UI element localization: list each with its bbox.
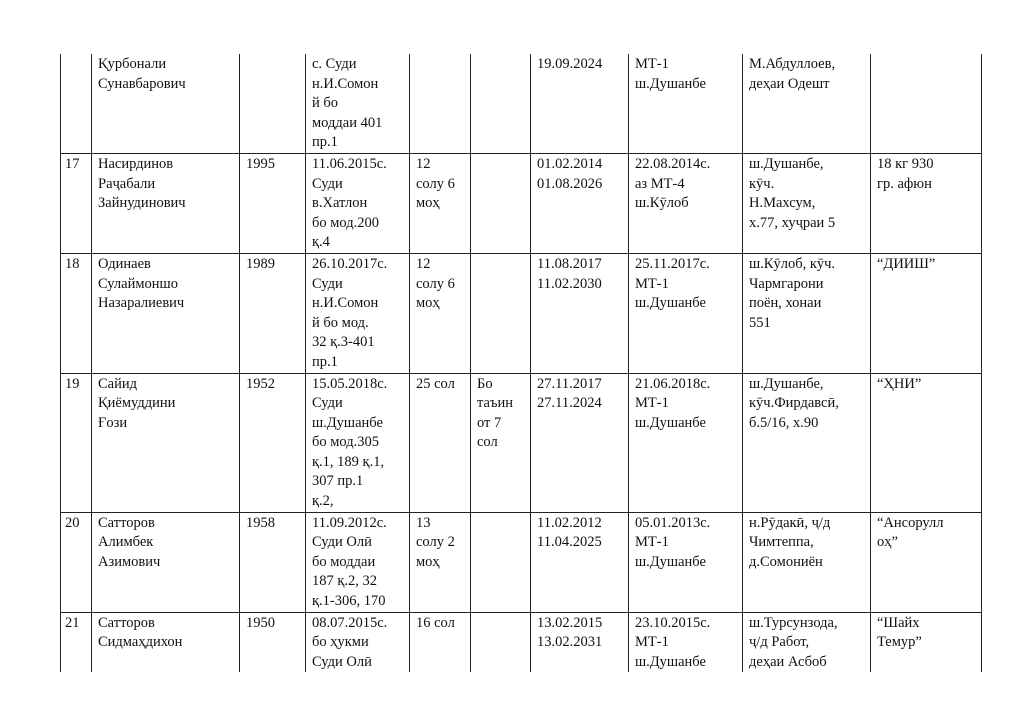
court-sentence: с. Суди н.И.Сомон й бо моддаи 401 пр.1 bbox=[306, 54, 410, 153]
table-row bbox=[61, 373, 982, 512]
court-sentence: 26.10.2017с. Суди н.И.Сомон й бо мод. 32 қ.3-401 пр.1 bbox=[306, 253, 410, 373]
home-address: ш.Душанбе, кӯч.Фирдавсӣ, б.5/16, х.90 bbox=[743, 373, 871, 512]
home-address: ш.Душанбе, кӯч. Н.Махсум, х.77, хуҷраи 5 bbox=[743, 153, 871, 253]
table-row bbox=[61, 153, 982, 253]
row-number: 18 bbox=[61, 253, 92, 373]
term-dates: 27.11.2017 27.11.2024 bbox=[531, 373, 629, 512]
row-number bbox=[61, 54, 92, 153]
row-number: 17 bbox=[61, 153, 92, 253]
full-name: Сатторов Сидмаҳдихон bbox=[92, 612, 240, 672]
additional-term bbox=[471, 153, 531, 253]
birth-year: 1995 bbox=[240, 153, 306, 253]
sentence-term: 12 солу 6 моҳ bbox=[410, 153, 471, 253]
organization: “ҲНИ” bbox=[871, 373, 982, 512]
organization: “Шайх Темур” bbox=[871, 612, 982, 672]
additional-term: Бо таъин от 7 сол bbox=[471, 373, 531, 512]
birth-year: 1958 bbox=[240, 512, 306, 612]
sentence-term: 25 сол bbox=[410, 373, 471, 512]
arrival-info: 05.01.2013с. МТ-1 ш.Душанбе bbox=[629, 512, 743, 612]
court-sentence: 11.09.2012с. Суди Олӣ бо моддаи 187 қ.2, 32 қ.1-306, 170 bbox=[306, 512, 410, 612]
arrival-info: МТ-1 ш.Душанбе bbox=[629, 54, 743, 153]
sentence-term: 13 солу 2 моҳ bbox=[410, 512, 471, 612]
sentence-term: 12 солу 6 моҳ bbox=[410, 253, 471, 373]
arrival-info: 25.11.2017с. МТ-1 ш.Душанбе bbox=[629, 253, 743, 373]
additional-term bbox=[471, 54, 531, 153]
court-sentence: 15.05.2018с. Суди ш.Душанбе бо мод.305 қ.1, 189 қ.1, 307 пр.1 қ.2, bbox=[306, 373, 410, 512]
term-dates: 19.09.2024 bbox=[531, 54, 629, 153]
full-name: Қурбонали Сунавбарович bbox=[92, 54, 240, 153]
home-address: ш.Кӯлоб, кӯч. Чармгарони поён, хонаи 551 bbox=[743, 253, 871, 373]
arrival-info: 23.10.2015с. МТ-1 ш.Душанбе bbox=[629, 612, 743, 672]
full-name: Сатторов Алимбек Азимович bbox=[92, 512, 240, 612]
additional-term bbox=[471, 253, 531, 373]
full-name: Сайид Қиёмуддини Ғози bbox=[92, 373, 240, 512]
sentence-term bbox=[410, 54, 471, 153]
home-address: ш.Турсунзода, ҷ/д Работ, деҳаи Асбоб bbox=[743, 612, 871, 672]
term-dates: 13.02.2015 13.02.2031 bbox=[531, 612, 629, 672]
home-address: М.Абдуллоев, деҳаи Одешт bbox=[743, 54, 871, 153]
organization: 18 кг 930 гр. афюн bbox=[871, 153, 982, 253]
full-name: Одинаев Сулаймоншо Назаралиевич bbox=[92, 253, 240, 373]
organization: “Ансорулл оҳ” bbox=[871, 512, 982, 612]
court-sentence: 11.06.2015с. Суди в.Хатлон бо мод.200 қ.4 bbox=[306, 153, 410, 253]
birth-year: 1989 bbox=[240, 253, 306, 373]
court-sentence: 08.07.2015с. бо ҳукми Суди Олӣ bbox=[306, 612, 410, 672]
birth-year bbox=[240, 54, 306, 153]
term-dates: 01.02.2014 01.08.2026 bbox=[531, 153, 629, 253]
table-row bbox=[61, 612, 982, 672]
organization: “ДИИШ” bbox=[871, 253, 982, 373]
additional-term bbox=[471, 612, 531, 672]
arrival-info: 22.08.2014с. аз МТ-4 ш.Кӯлоб bbox=[629, 153, 743, 253]
term-dates: 11.02.2012 11.04.2025 bbox=[531, 512, 629, 612]
row-number: 21 bbox=[61, 612, 92, 672]
additional-term bbox=[471, 512, 531, 612]
organization bbox=[871, 54, 982, 153]
term-dates: 11.08.2017 11.02.2030 bbox=[531, 253, 629, 373]
table-row bbox=[61, 253, 982, 373]
arrival-info: 21.06.2018с. МТ-1 ш.Душанбе bbox=[629, 373, 743, 512]
table-row bbox=[61, 54, 982, 153]
full-name: Насирдинов Раҷабали Зайнудинович bbox=[92, 153, 240, 253]
birth-year: 1952 bbox=[240, 373, 306, 512]
home-address: н.Рӯдакӣ, ҷ/д Чимтеппа, д.Сомониён bbox=[743, 512, 871, 612]
sentence-term: 16 сол bbox=[410, 612, 471, 672]
row-number: 19 bbox=[61, 373, 92, 512]
table-row bbox=[61, 512, 982, 612]
prisoners-table bbox=[60, 54, 982, 672]
birth-year: 1950 bbox=[240, 612, 306, 672]
row-number: 20 bbox=[61, 512, 92, 612]
